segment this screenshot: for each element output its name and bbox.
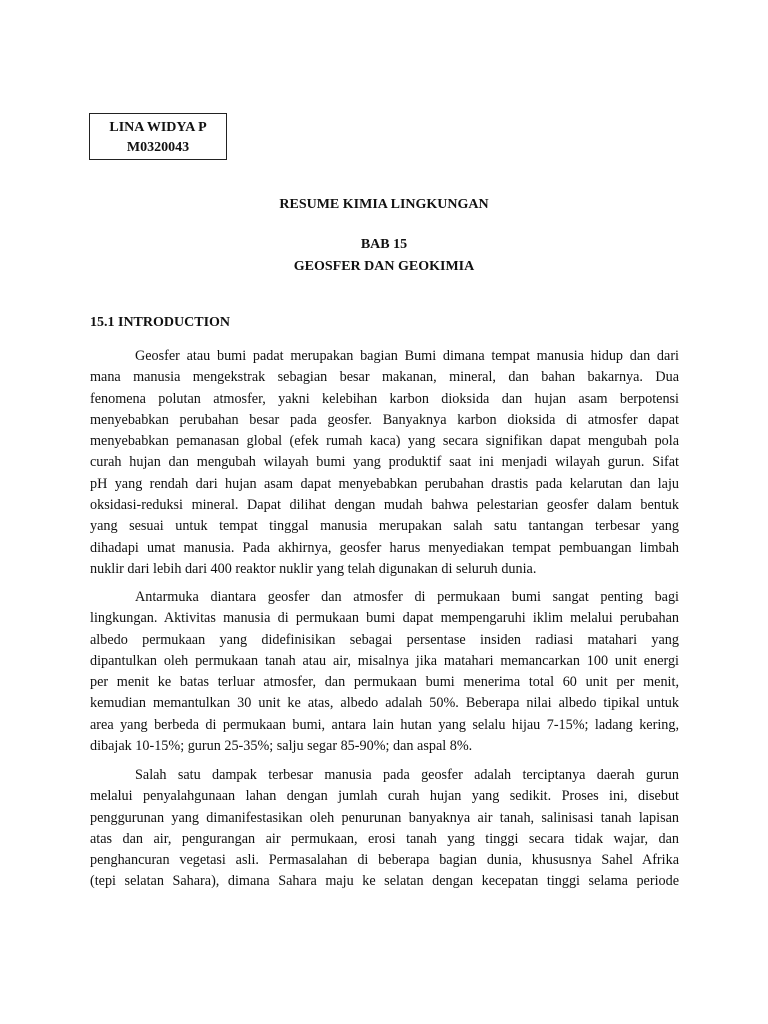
paragraph-line: mana manusia mengekstrak sebagian besar makanan, mineral, dan bahan bakarnya. Dua [90, 369, 679, 386]
paragraph-line: nuklir dari lebih dari 400 reaktor nuklir yang telah digunakan di seluruh dunia. [90, 560, 537, 577]
paragraph-line: dihadapi umat manusia. Pada akhirnya, geosfer harus menyediakan tempat pembuangan limbah [90, 539, 679, 556]
paragraph-line: melalui penyalahgunaan lahan dengan jumlah curah hujan yang sedikit. Proses ini, disebut [90, 788, 679, 805]
paragraph-line: Salah satu dampak terbesar manusia pada geosfer adalah terciptanya daerah gurun [135, 767, 679, 783]
paragraph-line: (tepi selatan Sahara), dimana Sahara maju ke selatan dengan kecepatan tinggi selama periode [90, 873, 679, 890]
paragraph-line: penggurunan yang dimanifestasikan oleh penurunan banyaknya air tanah, salinisasi tanah lapisan [90, 809, 679, 826]
paragraph-line: oksidasi-reduksi mineral. Dapat dilihat dengan mudah bahwa pelestarian geosfer dalam bentuk [90, 497, 679, 514]
paragraph-line: lingkungan. Aktivitas manusia di permukaan bumi dapat mempengaruhi iklim melalui perubahan [90, 610, 679, 627]
author-box [89, 113, 227, 160]
document-title: RESUME KIMIA LINGKUNGAN [279, 197, 489, 212]
paragraph-line: penghancuran vegetasi asli. Permasalahan di beberapa bagian dunia, khususnya Sahel Afrika [90, 852, 679, 869]
section-title: 15.1 INTRODUCTION [90, 315, 231, 330]
paragraph-line: Geosfer atau bumi padat merupakan bagian Bumi dimana tempat manusia hidup dan dari [135, 348, 679, 364]
paragraph-1 [90, 346, 679, 580]
chapter-number: BAB 15 [360, 237, 408, 252]
paragraph-line: pH yang rendah dari hujan asam dapat menyebabkan perubahan drastis pada kelarutan dan laju [90, 475, 679, 492]
paragraph-line: curah hujan dan mengubah wilayah bumi yang produktif saat ini menjadi wilayah gurun. Sifat [90, 454, 679, 471]
paragraph-line: kemudian memantulkan 30 unit ke atas, albedo adalah 50%. Beberapa nilai albedo tipikal untuk [90, 695, 679, 712]
author-name: LINA WIDYA P [109, 120, 207, 135]
paragraph-line: dibajak 10-15%; gurun 25-35%; salju segar 85-90%; dan aspal 8%. [90, 738, 473, 755]
paragraph-line: atas dan air, pengurangan air permukaan, erosi tanah yang tinggi secara tidak wajar, dan [90, 830, 679, 847]
paragraph-line: per menit ke batas terluar atmosfer, dan permukaan bumi menerima total 60 unit per menit, [90, 674, 679, 691]
paragraph-line: albedo permukaan yang didefinisikan sebagai persentase insiden radiasi matahari yang [90, 631, 679, 648]
paragraph-line: menyebabkan pemanasan global (efek rumah kaca) yang secara signifikan dapat mengubah pola [90, 433, 679, 450]
paragraph-line: Antarmuka diantara geosfer dan atmosfer di permukaan bumi sangat penting bagi [135, 589, 679, 605]
paragraph-line: fenomena polutan atmosfer, yakni kelebihan karbon dioksida dan hujan asam berpotensi [90, 390, 679, 407]
paragraph-line: menyebabkan perubahan besar pada geosfer. Banyaknya karbon dioksida di atmosfer dapat [90, 411, 679, 428]
paragraph-line: area yang berbeda di permukaan bumi, antara lain hutan yang selalu hijau 7-15%; ladang kering, [90, 716, 679, 733]
paragraph-line: yang sesuai untuk tempat tinggal manusia merupakan salah satu tantangan terbesar yang [90, 518, 679, 535]
chapter-title: GEOSFER DAN GEOKIMIA [293, 259, 475, 274]
paragraph-line: dipantulkan oleh permukaan tanah atau air, misalnya jika matahari memancarkan 100 unit energi [90, 652, 679, 669]
author-id: M0320043 [126, 140, 190, 155]
paragraph-3 [90, 765, 679, 893]
paragraph-2 [90, 587, 679, 757]
